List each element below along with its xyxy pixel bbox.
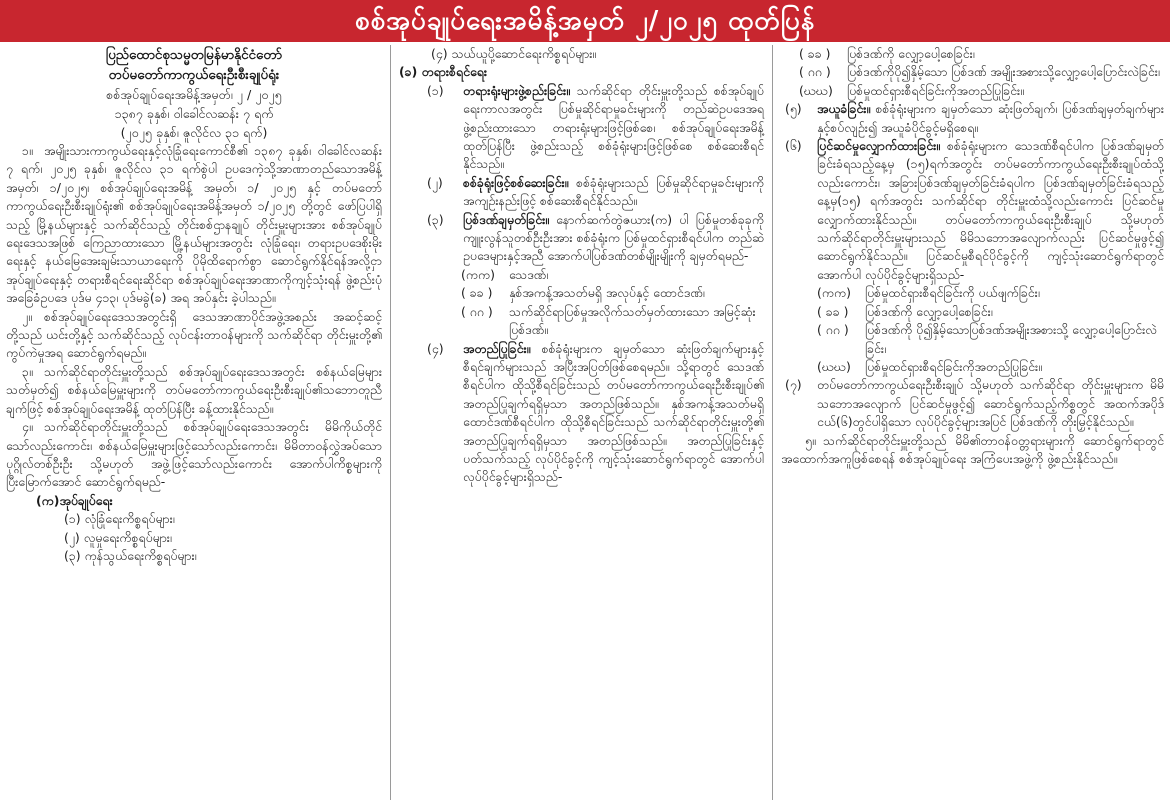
paragraph-text: သက်ဆိုင်ရာတိုင်းမှူးတို့သည် မိမိ၏တာဝန်ဝတ္တရားများကို ဆောင်ရွက်ရာတွင် အထောက်အကူဖြစ်စေရန် စစ်အုပ်ချုပ်ရေး အကြံပေးအဖွဲ့ကို ဖွဲ့စည်းနိုင်သည်။ [781, 432, 1164, 466]
paragraph-3 [6, 363, 382, 418]
paragraph-text: စစ်အုပ်ချုပ်ရေးဒေသအတွင်းရှိ ဒေသအာဏာပိုင်အဖွဲ့အစည်း အဆင့်ဆင့်တို့သည် ယင်းတို့နှင့် သက်ဆိုင်သည့် လုပ်ငန်းတာဝန်များကို သက်ဆိုင်ရာ တိုင်းမှူးတို့၏ ကွပ်ကဲမှုအရ ဆောင်ရွက်ရမည်။ [6, 308, 382, 361]
sub-item-number: (ဃဃ) [817, 358, 851, 374]
sub-item-number: ( ဂဂ ) [799, 64, 831, 80]
clause-label: ပြစ်ဒဏ်ချမှတ်ခြင်း။ [463, 211, 549, 227]
clause-b1 [399, 82, 764, 174]
sub-item-text: ပြစ်ဒဏ်ကို လျှော့ပေါ့စေခြင်း၊ [847, 46, 975, 61]
sub-item-text: ပြစ်မှုထင်ရှားစီရင်ခြင်းကိုအတည်ပြုခြင်း။ [865, 358, 1042, 374]
list-item: (၄) သယ်ယူပို့ဆောင်ရေးကိစ္စရပ်များ။ [431, 46, 597, 61]
sub-item-number: ( ဂဂ ) [461, 303, 493, 319]
clause-text: စစ်ခုံရုံးများက ချမှတ်သော ဆုံးဖြတ်ချက်များနှင့် စီရင်ချက်များသည် အပြီးအပြတ်ဖြစ်စေရမည်။ သို့ရာတွင် သေဒဏ်စီရင်ပါက ထိုသို့စီရင်ခြင်းသည် တပ်မတော်ကာကွယ်ရေးဦးစီးချုပ်၏ အတည်ပြုချက်ရရှိမှသာ အတည်ဖြစ်သည်။ နှစ်အကန့်အသတ်မရှိ ထောင်ဒဏ်စီရင်ပါက ထိုသို့စီရင်ခြင်းသည် သက်ဆိုင်ရာတိုင်းမှူးတို့၏ အတည်ပြုချက်ရရှိမှသာ အတည်ဖြစ်သည်။ အတည်ပြုခြင်းနှင့်ပတ်သက်သည့် လုပ်ပိုင်ခွင့်ကို ကျင့်သုံးဆောင်ရွက်ရာတွင် အောက်ပါလုပ်ပိုင်ခွင့်များရှိသည်- [463, 340, 764, 485]
clause-text: စစ်ခုံရုံးများသည် ပြစ်မှုဆိုင်ရာမှုခင်းများကို အကျဉ်းနည်းဖြင့် စစ်ဆေးစီရင်နိုင်သည်။ [463, 174, 764, 209]
sub-item-text: ပြစ်ဒဏ်ကို ပို၍နှိမ့်သောပြစ်ဒဏ်အမျိုးအစားသို့ လျှော့ပေါ့ပြောင်းလဲခြင်း၊ [865, 322, 1157, 356]
column-1 [6, 45, 391, 800]
sub-item-number: (ကက) [461, 266, 495, 282]
sub-item-text: သက်ဆိုင်ရာပြစ်မှုအလိုက်သတ်မှတ်ထားသော အမြင့်ဆုံးပြစ်ဒဏ်။ [509, 303, 756, 338]
sub-item-text: သေဒဏ်၊ [509, 266, 549, 282]
sub-item-number: (ဃဃ) [799, 82, 833, 98]
sub-item-number: ( ခခ ) [817, 303, 849, 319]
sub-item [781, 45, 1164, 63]
sub-item-number: ( ဂဂ ) [817, 322, 849, 338]
sub-item [399, 284, 764, 302]
clause-text: နောက်ဆက်တွဲဇယား(က) ပါ ပြစ်မှုတစ်ခုခုကို ကျူးလွန်သူတစ်ဦးဦးအား စစ်ခုံရုံးက ပြစ်မှုထင်ရှားစီရင်ပါက တည်ဆဲဥပဒေများနှင့်အညီ အောက်ပါပြစ်ဒဏ်တစ်မျိုးမျိုးကို ချမှတ်ရမည်- [463, 211, 764, 264]
section-judiciary-heading: (ခ) တရားစီရင်ရေး [399, 64, 487, 80]
paragraph-number: ၁။ [22, 143, 33, 158]
list-item: (၂) လူမှုရေးကိစ္စရပ်များ၊ [64, 529, 172, 545]
clause-b5 [781, 100, 1164, 137]
sub-item-text: ပြစ်ဒဏ်ကိုပို၍နှိမ့်သော ပြစ်ဒဏ် အမျိုးအစားသို့လျှော့ပေါ့ပြောင်းလဲခြင်း၊ [847, 64, 1160, 80]
paragraph-text: သက်ဆိုင်ရာတိုင်းမှူးတို့သည် စစ်အုပ်ချုပ်ရေးဒေသအတွင်း မိမိကိုယ်တိုင်သော်လည်းကောင်း၊ စစ်နယ်မြေမှူးများဖြင့်သော်လည်းကောင်း၊ မိမိတာဝန်လွှဲအပ်သော ပုဂ္ဂိုလ်တစ်ဦးဦး သို့မဟုတ် အဖွဲ့ဖြင့်သော်လည်းကောင်း အောက်ပါကိစ္စများကို ပြီးမြောက်အောင် ဆောင်ရွက်ရမည်- [6, 419, 382, 490]
clause-label: တရားရုံးများဖွဲ့စည်းခြင်း။ [463, 82, 570, 98]
clause-number: (၁) [427, 82, 444, 98]
clause-number: (၇) [785, 377, 802, 393]
sub-item [399, 266, 764, 284]
clause-number: (၃) [427, 211, 444, 227]
clause-text: စစ်ခုံရုံးများက ချမှတ်သော ဆုံးဖြတ်ချက်၊ ပြစ်ဒဏ်ချမှတ်ချက်များနှင့်စပ်လျဉ်း၍ အယူခံပိုင်ခွင့်မရှိစေရ။ [817, 101, 1164, 135]
clause-b4 [399, 340, 764, 487]
sub-item [781, 82, 1164, 100]
paragraph-2 [6, 308, 382, 363]
page-banner: စစ်အုပ်ချုပ်ရေးအမိန့်အမှတ် ၂/၂၀၂၅ ထုတ်ပြန် [0, 0, 1170, 42]
paragraph-5 [781, 432, 1164, 469]
clause-number: (၄) [427, 340, 444, 356]
date-gregorian: (၂၀၂၅ ခုနှစ်၊ ဇူလိုင်လ ၃၁ ရက်) [120, 125, 268, 140]
article-body [0, 42, 1170, 800]
sub-item-text: ပြစ်ဒဏ်ကို လျှော့ပေါ့စေခြင်း၊ [865, 303, 993, 319]
date-myanmar: ၁၃၈၇ ခုနှစ်၊ ဝါခေါင်လဆန်း ၇ ရက် [114, 106, 274, 121]
column-3 [773, 45, 1164, 800]
list-item: (၃) ကုန်သွယ်ရေးကိစ္စရပ်များ၊ [64, 547, 197, 563]
sub-item-number: ( ခခ ) [799, 46, 831, 61]
clause-text: တပ်မတော်ကာကွယ်ရေးဦးစီးချုပ် သို့မဟုတ် သက်ဆိုင်ရာ တိုင်းမှူးများက မိမိသဘောအလျောက် ပြင်ဆင်မှုဖွင့်၍ ဆောင်ရွက်သည့်ကိစ္စတွင် အထက်အပိုဒ်ငယ်(၆)တွင်ပါရှိသော လုပ်ပိုင်ခွင့်များအပြင် ပြစ်ဒဏ်ကို တိုးမြှင့်နိုင်သည်။ [817, 377, 1164, 430]
sub-item-number: (ကက) [817, 285, 851, 301]
paragraph-4 [6, 418, 382, 492]
paragraph-number: ၃။ [22, 363, 33, 379]
sub-item [781, 358, 1164, 376]
list-item: (၁) လုံခြုံရေးကိစ္စရပ်များ၊ [64, 511, 175, 527]
order-number: စစ်အုပ်ချုပ်ရေးအမိန့်အမှတ်၊ ၂ / ၂၀၂၅ [106, 87, 282, 102]
header-union: ပြည်ထောင်စုသမ္မတမြန်မာနိုင်ငံတော် [105, 47, 283, 63]
clause-label: အယူခံခြင်း။ [817, 101, 871, 117]
paragraph-text: သက်ဆိုင်ရာတိုင်းမှူးတို့သည် စစ်အုပ်ချုပ်ရေးဒေသအတွင်း စစ်နယ်မြေများ သတ်မှတ်၍ စစ်နယ်မြေမှူးများကို တပ်မတော်ကာကွယ်ရေးဦးစီးချုပ်၏သဘောတူညီချက်ဖြင့် စစ်အုပ်ချုပ်ရေးအမိန့် ထုတ်ပြန်ပြီး ခန့်ထားနိုင်သည်။ [6, 363, 382, 416]
clause-text: သက်ဆိုင်ရာ တိုင်းမှူးတို့သည် စစ်အုပ်ချုပ်ရေးကာလအတွင်း ပြစ်မှုဆိုင်ရာမှုခင်းများကို တည်ဆဲဥပဒေအရ ဖွဲ့စည်းထားသော တရားရုံးများဖြင့်ဖြစ်စေ၊ စစ်အုပ်ချုပ်ရေးအမိန့် ထုတ်ပြန်ပြီး ဖွဲ့စည်းသည့် စစ်ခုံရုံးများဖြင့်ဖြစ်စေ စစ်ဆေးစီရင်နိုင်သည်။ [463, 82, 764, 172]
sub-item [781, 284, 1164, 302]
clause-b3 [399, 211, 764, 266]
clause-b6 [781, 137, 1164, 284]
paragraph-number: ၅။ [805, 432, 816, 448]
sub-item [781, 321, 1164, 358]
sub-item-text: ပြစ်မှုထင်ရှားစီရင်ခြင်းကိုအတည်ပြုခြင်း။ [847, 82, 1024, 98]
section-administration-heading: (က)အုပ်ချုပ်ရေး [36, 492, 113, 508]
clause-number: (၅) [785, 101, 802, 117]
clause-number: (၆) [785, 138, 802, 154]
header-office: တပ်မတော်ကာကွယ်ရေးဦးစီးချုပ်ရုံး [108, 67, 280, 83]
sub-item-number: ( ခခ ) [461, 285, 493, 301]
clause-label: အတည်ပြုခြင်း။ [463, 340, 531, 356]
clause-label: ပြင်ဆင်မှုလျှောက်ထားခြင်း။ [817, 138, 941, 154]
sub-item-text: နှစ်အကန့်အသတ်မရှိ အလုပ်နှင့် ထောင်ဒဏ်၊ [509, 285, 705, 301]
clause-b2 [399, 174, 764, 211]
sub-item-text: ပြစ်မှုထင်ရှားစီရင်ခြင်းကို ပယ်ဖျက်ခြင်း၊ [865, 285, 1040, 301]
column-2 [391, 45, 773, 800]
paragraph-number: ၂။ [22, 308, 32, 324]
sub-item [399, 303, 764, 340]
sub-item [781, 303, 1164, 321]
clause-b7 [781, 376, 1164, 431]
clause-number: (၂) [427, 174, 443, 190]
clause-label: စစ်ခုံရုံးဖြင့်စစ်ဆေးခြင်း။ [463, 174, 569, 190]
clause-text: စစ်ခုံရုံးများက သေဒဏ်စီရင်ပါက ပြစ်ဒဏ်ချမှတ်ခြင်းခံရသည့်နေ့မှ (၁၅)ရက်အတွင်း တပ်မတော်ကာကွယ်ရေးဦးစီးချုပ်ထံသို့လည်းကောင်း၊ အခြားပြစ်ဒဏ်ချမှတ်ခြင်းခံရပါက ပြစ်ဒဏ်ချမှတ်ခြင်းခံရသည့်နေ့မှ(၁၅) ရက်အတွင်း သက်ဆိုင်ရာ တိုင်းမှူးထံသို့လည်းကောင်း ပြင်ဆင်မှုလျှောက်ထားနိုင်သည်။ တပ်မတော်ကာကွယ်ရေးဦးစီးချုပ် သို့မဟုတ် သက်ဆိုင်ရာတိုင်းမှူးများသည် မိမိသဘောအလျောက်လည်း ပြင်ဆင်မှုဖွင့်၍ ဆောင်ရွက်နိုင်သည်။ ပြင်ဆင်မှုစီရင်ပိုင်ခွင့်ကို ကျင့်သုံးဆောင်ရွက်ရာတွင် အောက်ပါ လုပ်ပိုင်ခွင့်များရှိသည်- [817, 138, 1164, 282]
paragraph-number: ၄။ [22, 419, 33, 435]
paragraph-1 [6, 142, 382, 308]
paragraph-text: အမျိုးသားကာကွယ်ရေးနှင့်လုံခြုံရေးကောင်စီ၏ ၁၃၈၇ ခုနှစ်၊ ဝါခေါင်လဆန်း ၇ ရက်၊ ၂၀၂၅ ခုနှစ်၊ ဇူလိုင်လ ၃၁ ရက်စွဲပါ ဥပဒေကဲ့သို့အာဏာတည်သောအမိန့်အမှတ်၊ ၁/၂၀၂၅၊ စစ်အုပ်ချုပ်ရေးအမိန့် အမှတ်၊ ၁/ ၂၀၂၅ နှင့် တပ်မတော်ကာကွယ်ရေးဦးစီးချုပ်ရုံး၏ စစ်အုပ်ချုပ်ရေးအမိန့်အမှတ် ၁/၂၀၂၅ တို့တွင် ဖော်ပြပါရှိသည့် မြို့နယ်များနှင့် သက်ဆိုင်သည့် တိုင်းစစ်ဌာနချုပ် တိုင်းမှူးများအား စစ်အုပ်ချုပ်ရေးဒေသအဖြစ် ကြေညာထားသော မြို့နယ်များအတွင်း လုံခြုံရေး၊ တရားဥပဒေစိုးမိုးရေးနှင့် နယ်မြေအေးချမ်းသာယာရေးကို ပိုမိုထိရောက်စွာ ဆောင်ရွက်နိုင်ရန်အလို့ငှာ အုပ်ချုပ်ရေးနှင့် တရားစီရင်ရေးဆိုင်ရာ စစ်အုပ်ချုပ်ရေးအာဏာကိုကျင့်သုံးရန် ဖွဲ့စည်းပုံအခြေခံဥပဒေ ပုဒ်မ ၄၁၃၊ ပုဒ်မခွဲ(ခ) အရ အပ်နှင်း ခဲ့ပါသည်။ [6, 143, 382, 306]
sub-item [781, 63, 1164, 81]
